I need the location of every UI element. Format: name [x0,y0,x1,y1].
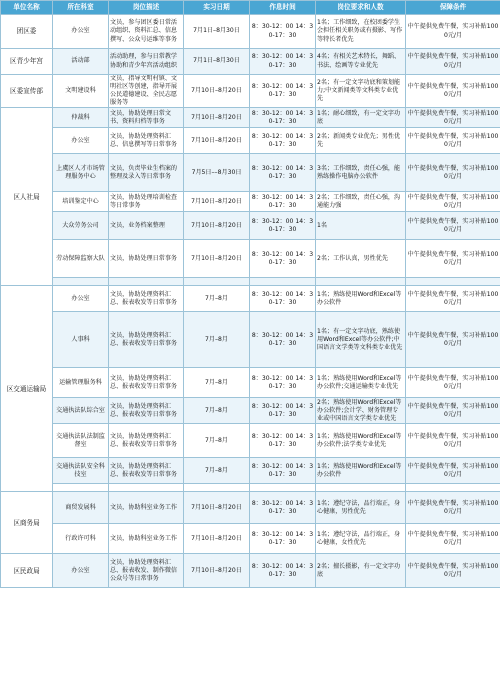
table-row [1,15,500,49]
table-row [1,492,500,524]
desc-cell: 文员，协助科室业务工作 [109,492,184,524]
date-cell: 7月–8月 [184,286,250,312]
requirement-cell: 2名；工作细致，责任心强，沟通能力强 [316,192,406,212]
time-cell: 8：30-12：00 14：30-17：30 [250,554,316,588]
time-cell: 8：30-12：00 14：30-17：30 [250,492,316,524]
time-cell: 8：30-12：00 14：30-17：30 [250,212,316,240]
requirement-cell: 1名；遵纪守法，品行端正，身心健康，女性优先 [316,524,406,554]
date-cell: 7月10日–8月20日 [184,212,250,240]
header-desc: 岗位描述 [109,1,184,15]
benefit-cell: 中午提供免费午餐，实习补贴1000元/月 [406,492,500,524]
benefit-cell: 中午提供免费午餐，实习补贴1000元/月 [406,458,500,484]
benefit-cell: 中午提供免费午餐，实习补贴1000元/月 [406,554,500,588]
time-cell: 8：30-12：00 14：30-17：30 [250,240,316,278]
desc-cell: 文员，业务档案整理 [109,212,184,240]
desc-cell: 文员，协助处理资料汇总、报表收发等日常事务 [109,424,184,458]
time-cell: 8：30-12：00 14：30-17：30 [250,15,316,49]
desc-cell: 文员，负责毕业生档案的整理及录入等日常事务 [109,154,184,192]
time-cell: 8：30-12：00 14：30-17：30 [250,458,316,484]
table-row [1,75,500,108]
table-row [1,458,500,484]
unit-name-cell: 区人社局 [1,108,53,286]
desc-cell: 文员，协助处理资料汇总、信息撰写等日常事务 [109,128,184,154]
table-row [1,286,500,312]
dept-cell: 人事科 [53,312,109,368]
dept-cell: 运输管理服务科 [53,368,109,398]
time-cell [250,484,316,492]
requirement-cell: 1名；熟练使用Word和Excel等办公软件 [316,286,406,312]
header-time: 作息时间 [250,1,316,15]
date-cell: 7月10日–8月20日 [184,554,250,588]
header-benefit: 保障条件 [406,1,500,15]
desc-cell: 文员，协助处理资料汇总、报表收发等日常事务 [109,286,184,312]
time-cell: 8：30-12：00 14：30-17：30 [250,398,316,424]
unit-name-cell: 区交通运输局 [1,286,53,492]
date-cell: 7月10日–8月20日 [184,108,250,128]
benefit-cell: 中午提供免费午餐，实习补贴1000元/月 [406,49,500,75]
desc-cell: 文员，协助处理资料汇总、报表收发等日常事务 [109,368,184,398]
benefit-cell: 中午提供免费午餐，实习补贴1000元/月 [406,75,500,108]
benefit-cell: 中午提供免费午餐，实习补贴1000元/月 [406,286,500,312]
requirement-cell: 1名；熟练使用Word和Excel等办公软件;交通运输类专业优先 [316,368,406,398]
dept-cell: 交通执法队安全科技室 [53,458,109,484]
dept-cell [53,484,109,492]
table-row [1,524,500,554]
requirement-cell: 2名；有一定文字功底和策划能力;中文新闻类等文科类专业优先 [316,75,406,108]
table-row [1,192,500,212]
dept-cell: 行政许可科 [53,524,109,554]
desc-cell: 文员，协助处理资料汇总、报表收发、制作微信公众号等日常事务 [109,554,184,588]
time-cell: 8：30-12：00 14：30-17：30 [250,424,316,458]
header-dept: 所在科室 [53,1,109,15]
requirement-cell: 2名；工作认真，男性优先 [316,240,406,278]
dept-cell: 交通执法队法制监督室 [53,424,109,458]
time-cell: 8：30-12：00 14：30-17：30 [250,312,316,368]
requirement-cell: 3名；工作细致，责任心强，能熟练操作电脑办公软件 [316,154,406,192]
benefit-cell: 中午提供免费午餐，实习补贴1000元/月 [406,128,500,154]
benefit-cell: 中午提供免费午餐，实习补贴1000元/月 [406,398,500,424]
dept-cell: 交通执法队综合室 [53,398,109,424]
dept-cell: 办公室 [53,554,109,588]
table-row [1,312,500,368]
table-row [1,424,500,458]
date-cell: 7月1日–8月30日 [184,15,250,49]
requirement-cell: 1名；耐心细致，有一定文字功底 [316,108,406,128]
requirement-cell: 1名；熟练使用Word和Excel等办公软件;法学类专业优先 [316,424,406,458]
date-cell: 7月10日–8月20日 [184,492,250,524]
dept-cell: 上虞区人才市场管理服务中心 [53,154,109,192]
unit-name-cell: 区民政局 [1,554,53,588]
requirement-cell: 1名；遵纪守法，品行端正，身心健康，男性优先 [316,492,406,524]
desc-cell: 文员，协助处理培训检查等日常事务 [109,192,184,212]
date-cell: 7月–8月 [184,458,250,484]
table-row [1,278,500,286]
desc-cell [109,484,184,492]
time-cell: 8：30-12：00 14：30-17：30 [250,108,316,128]
table-row [1,108,500,128]
dept-cell: 商贸发展科 [53,492,109,524]
time-cell: 8：30-12：00 14：30-17：30 [250,128,316,154]
benefit-cell: 中午提供免费午餐，实习补贴1000元/月 [406,524,500,554]
benefit-cell [406,278,500,286]
dept-cell: 办公室 [53,286,109,312]
dept-cell: 办公室 [53,128,109,154]
date-cell: 7月10日–8月20日 [184,524,250,554]
date-cell: 7月–8月 [184,368,250,398]
unit-name-cell: 区商务局 [1,492,53,554]
time-cell: 8：30-12：00 14：30-17：30 [250,368,316,398]
table-row [1,484,500,492]
header-req: 岗位要求和人数 [316,1,406,15]
date-cell: 7月5日––8月30日 [184,154,250,192]
benefit-cell: 中午提供免费午餐，实习补贴1000元/月 [406,368,500,398]
date-cell [184,278,250,286]
benefit-cell: 中午提供免费午餐，实习补贴1000元/月 [406,192,500,212]
requirement-cell: 2名；新闻类专业优先；男性优先 [316,128,406,154]
benefit-cell: 中午提供免费午餐，实习补贴1000元/月 [406,15,500,49]
unit-name-cell: 区委宣传部 [1,75,53,108]
table-row [1,368,500,398]
table-row [1,49,500,75]
dept-cell: 大众劳务公司 [53,212,109,240]
desc-cell: 文员，协助处理资料汇总、报表收发等日常事务 [109,458,184,484]
time-cell: 8：30-12：00 14：30-17：30 [250,154,316,192]
benefit-cell: 中午提供免费午餐，实习补贴1000元/月 [406,240,500,278]
date-cell: 7月10日–8月20日 [184,240,250,278]
desc-cell [109,278,184,286]
benefit-cell: 中午提供免费午餐，实习补贴1000元/月 [406,108,500,128]
requirement-cell: 1名；有一定文字功底，熟练使用Word和Excel等办公软件;中国语言文学类等文科类专业优先 [316,312,406,368]
benefit-cell: 中午提供免费午餐，实习补贴1000元/月 [406,212,500,240]
dept-cell: 活动部 [53,49,109,75]
requirement-cell: 2名；擅长摄影，有一定文字功底 [316,554,406,588]
date-cell: 7月10日–8月20日 [184,192,250,212]
table-row [1,212,500,240]
time-cell: 8：30-12：00 14：30-17：30 [250,192,316,212]
benefit-cell [406,484,500,492]
unit-name-cell: 区青少年宫 [1,49,53,75]
desc-cell: 活动助理，参与日常教学协助和青少年宫活动组织 [109,49,184,75]
requirement-cell [316,484,406,492]
date-cell: 7月–8月 [184,424,250,458]
header-row [1,1,500,15]
dept-cell [53,278,109,286]
desc-cell: 文员，参与团区委日常活动组织、资料汇总、信息撰写、公众号运维等事务 [109,15,184,49]
requirement-cell: 1名 [316,212,406,240]
dept-cell: 仲裁科 [53,108,109,128]
header-date: 实习日期 [184,1,250,15]
table-row [1,128,500,154]
benefit-cell: 中午提供免费午餐，实习补贴1000元/月 [406,424,500,458]
benefit-cell: 中午提供免费午餐，实习补贴1000元/月 [406,154,500,192]
date-cell: 7月1日–8月30日 [184,49,250,75]
desc-cell: 文员，协助处理资料汇总、报表收发等日常事务 [109,398,184,424]
requirement-cell: 1名；工作细致，在校团委学生会担任相关职务或有摄影、写作等特长者优先 [316,15,406,49]
time-cell: 8：30-12：00 14：30-17：30 [250,524,316,554]
desc-cell: 文员，指导文明村镇、文明社区等创建，指导开展公民道德建设、全民志愿服务等 [109,75,184,108]
requirement-cell: 2名；熟练使用Word和Excel等办公软件;会计学、财务管理专业或中国语言文学类专业优先 [316,398,406,424]
time-cell: 8：30-12：00 14：30-17：30 [250,75,316,108]
requirement-cell [316,278,406,286]
benefit-cell: 中午提供免费午餐，实习补贴1000元/月 [406,312,500,368]
dept-cell: 劳动保障监察大队 [53,240,109,278]
date-cell: 7月–8月 [184,398,250,424]
desc-cell: 文员，协助处理日常事务 [109,240,184,278]
dept-cell: 办公室 [53,15,109,49]
date-cell: 7月–8月 [184,312,250,368]
requirement-cell: 4名；有相关艺术特长，舞蹈、书法、绘画等专业优先 [316,49,406,75]
date-cell [184,484,250,492]
dept-cell: 培训鉴定中心 [53,192,109,212]
table-row [1,554,500,588]
dept-cell: 文明建设科 [53,75,109,108]
table-row [1,154,500,192]
date-cell: 7月10日–8月20日 [184,128,250,154]
time-cell: 8：30-12：00 14：30-17：30 [250,286,316,312]
desc-cell: 文员，协助处理日常文书、资料归档等事务 [109,108,184,128]
desc-cell: 文员，协助科室业务工作 [109,524,184,554]
table-row [1,240,500,278]
unit-name-cell: 团区委 [1,15,53,49]
requirement-cell: 1名；熟练使用Word和Excel等办公软件 [316,458,406,484]
header-unit: 单位名称 [1,1,53,15]
time-cell [250,278,316,286]
desc-cell: 文员，协助处理资料汇总、报表收发等日常事务 [109,312,184,368]
time-cell: 8：30-12：00 14：30-17：30 [250,49,316,75]
date-cell: 7月10日–8月20日 [184,75,250,108]
table-row [1,398,500,424]
